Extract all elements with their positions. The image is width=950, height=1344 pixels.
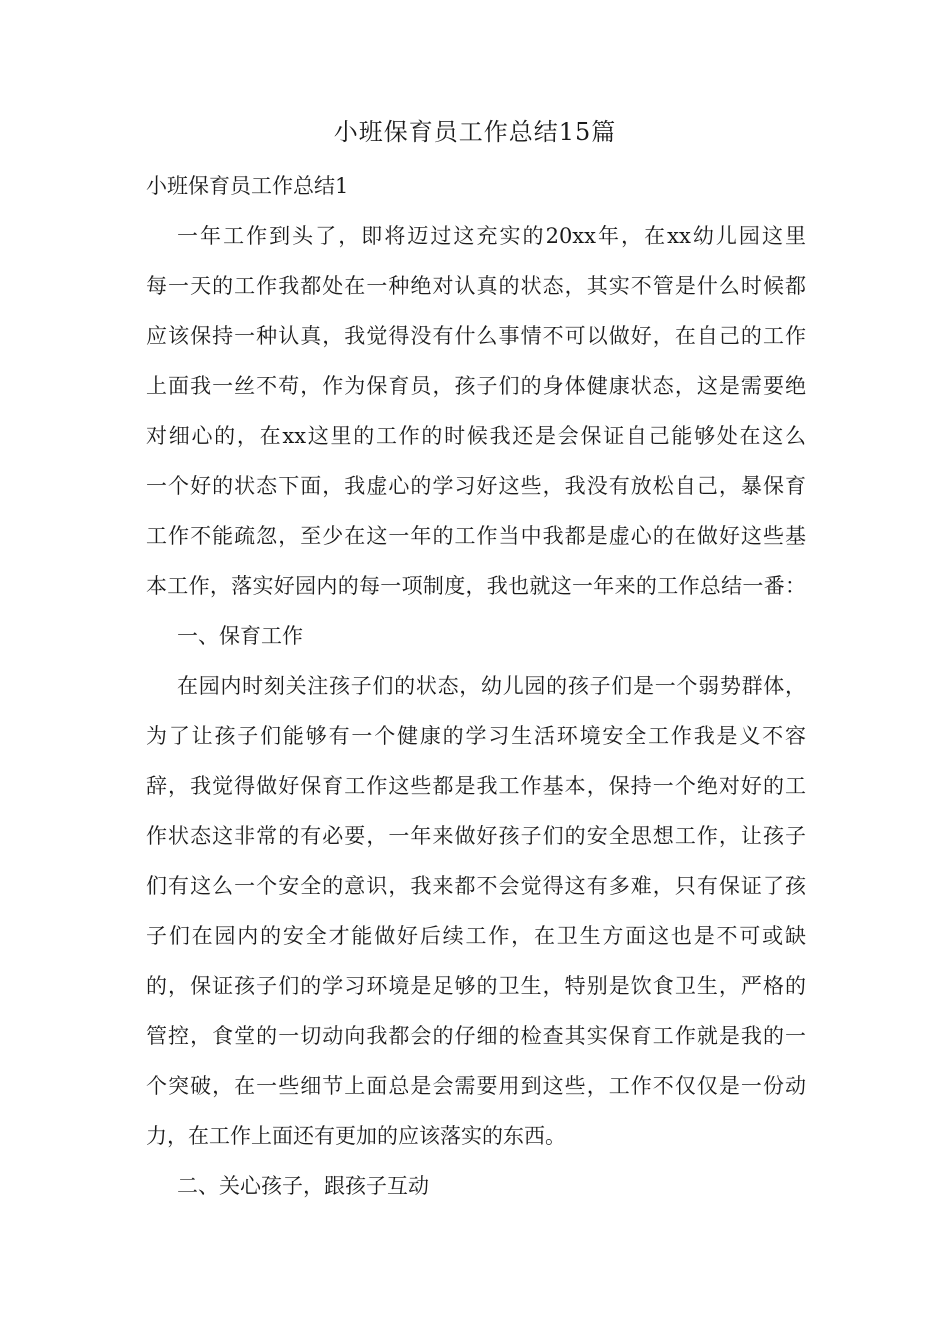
paragraph-line: 每一天的工作我都处在一种绝对认真的状态，其实不管是什么时候都 bbox=[146, 274, 806, 298]
paragraph-line: 一个好的状态下面，我虚心的学习好这些，我没有放松自己，暴保育 bbox=[146, 474, 806, 498]
paragraph-line: 本工作，落实好园内的每一项制度，我也就这一年来的工作总结一番： bbox=[146, 574, 806, 598]
paragraph-line: 辞，我觉得做好保育工作这些都是我工作基本，保持一个绝对好的工 bbox=[146, 774, 806, 798]
paragraph-line: 一年工作到头了，即将迈过这充实的20xx年，在xx幼儿园这里 bbox=[177, 224, 806, 248]
paragraph-line: 在园内时刻关注孩子们的状态，幼儿园的孩子们是一个弱势群体， bbox=[177, 674, 806, 698]
paragraph-line: 子们在园内的安全才能做好后续工作，在卫生方面这也是不可或缺 bbox=[146, 924, 806, 948]
section-heading: 一、保育工作 bbox=[177, 624, 303, 648]
section-heading: 二、关心孩子，跟孩子互动 bbox=[177, 1174, 429, 1198]
paragraph-line: 工作不能疏忽，至少在这一年的工作当中我都是虚心的在做好这些基 bbox=[146, 524, 806, 548]
paragraph-line: 力，在工作上面还有更加的应该落实的东西。 bbox=[146, 1124, 566, 1148]
section-subtitle: 小班保育员工作总结1 bbox=[146, 174, 349, 198]
paragraph-line: 作状态这非常的有必要，一年来做好孩子们的安全思想工作，让孩子 bbox=[146, 824, 806, 848]
paragraph-line: 为了让孩子们能够有一个健康的学习生活环境安全工作我是义不容 bbox=[146, 724, 806, 748]
document-title: 小班保育员工作总结15篇 bbox=[333, 118, 617, 146]
paragraph-line: 的，保证孩子们的学习环境是足够的卫生，特别是饮食卫生，严格的 bbox=[146, 974, 806, 998]
paragraph-line: 们有这么一个安全的意识，我来都不会觉得这有多难，只有保证了孩 bbox=[146, 874, 806, 898]
paragraph-line: 上面我一丝不苟，作为保育员，孩子们的身体健康状态，这是需要绝 bbox=[146, 374, 806, 398]
paragraph-line: 管控，食堂的一切动向我都会的仔细的检查其实保育工作就是我的一 bbox=[146, 1024, 806, 1048]
paragraph-line: 应该保持一种认真，我觉得没有什么事情不可以做好，在自己的工作 bbox=[146, 324, 806, 348]
paragraph-line: 对细心的，在xx这里的工作的时候我还是会保证自己能够处在这么 bbox=[146, 424, 806, 448]
paragraph-line: 个突破，在一些细节上面总是会需要用到这些，工作不仅仅是一份动 bbox=[146, 1074, 806, 1098]
